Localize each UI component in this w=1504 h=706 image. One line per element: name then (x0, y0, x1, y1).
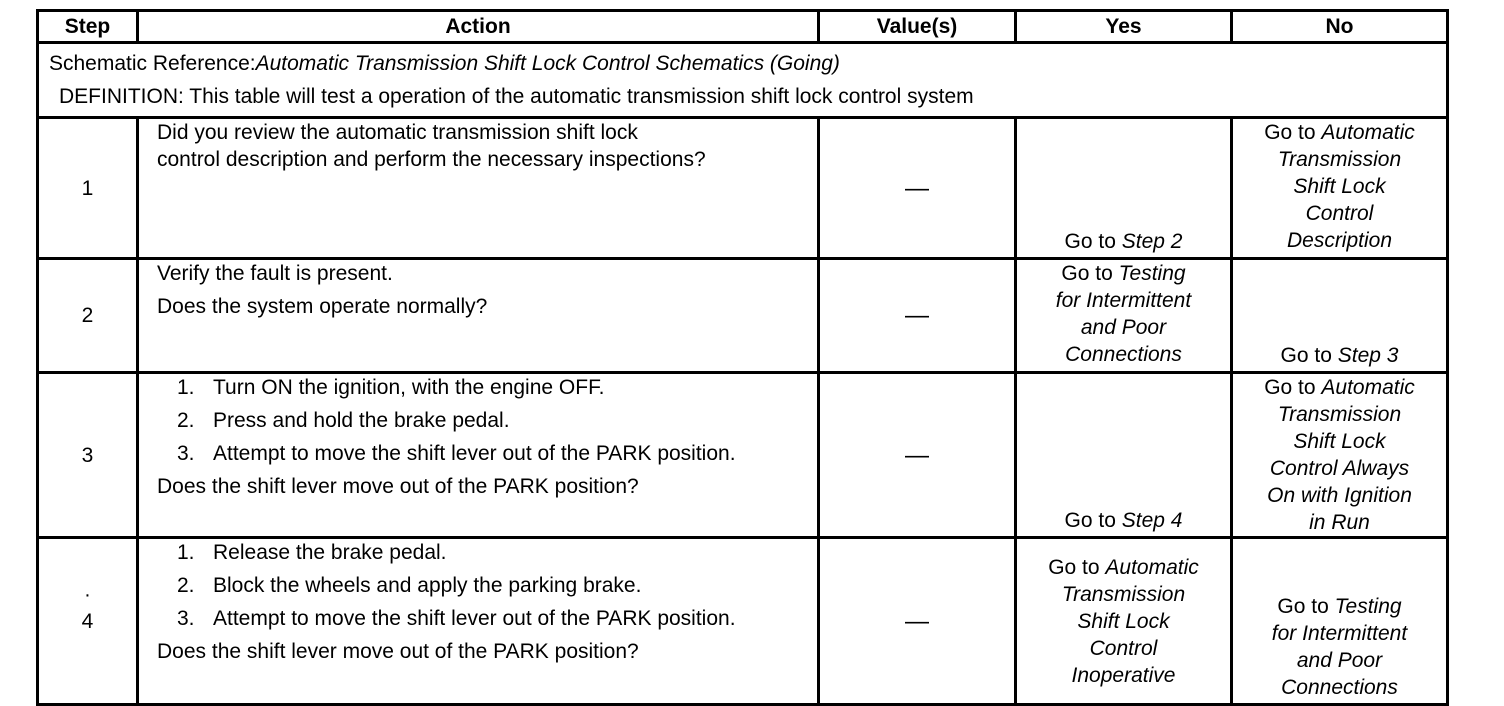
action-cell (138, 373, 819, 538)
no-link[interactable]: Testing (1334, 595, 1402, 618)
no-link[interactable]: Shift Lock (1293, 175, 1386, 198)
list-item-text: Press and hold the brake pedal. (213, 409, 510, 432)
header-action: Action (138, 11, 819, 43)
action-cell (138, 259, 819, 373)
no-prefix: Go to (1264, 121, 1322, 144)
no-link[interactable]: Control (1305, 202, 1374, 225)
list-item-text: Block the wheels and apply the parking brake. (213, 574, 642, 597)
list-item-text: Turn ON the ignition, with the engine OFF. (213, 376, 605, 399)
action-cell (138, 538, 819, 705)
value-cell: — (819, 259, 1016, 373)
yes-link[interactable]: Control (1089, 636, 1158, 660)
list-item: 2. Press and hold the brake pedal. (177, 409, 510, 432)
list-item-text: Release the brake pedal. (213, 541, 447, 564)
header-yes: Yes (1016, 11, 1232, 43)
yes-link[interactable]: for Intermittent (1055, 289, 1192, 312)
schematic-reference-label: Schematic Reference: (49, 52, 256, 75)
no-cell (1232, 118, 1448, 259)
step-list (157, 539, 811, 632)
action-question: Does the system operate normally? (157, 295, 488, 318)
table-row (38, 538, 1448, 705)
yes-prefix: Go to (1061, 262, 1119, 285)
step-list (157, 374, 811, 467)
action-question: Does the shift lever move out of the PARK position? (157, 640, 639, 663)
no-cell (1232, 538, 1448, 705)
header-no: No (1232, 11, 1448, 43)
no-link[interactable]: Transmission (1277, 403, 1402, 426)
header-step: Step (38, 11, 138, 43)
reference-row (38, 43, 1448, 118)
step-number: 2 (38, 259, 138, 373)
yes-link[interactable]: Inoperative (1071, 663, 1176, 687)
yes-link[interactable]: Shift Lock (1077, 609, 1170, 633)
list-item: 3. Attempt to move the shift lever out of the PARK position. (177, 442, 736, 465)
action-text: Verify the fault is present. (157, 262, 393, 285)
yes-link[interactable]: and Poor (1080, 316, 1167, 339)
list-item: 1. Turn ON the ignition, with the engine OFF. (177, 376, 605, 399)
value-cell: — (819, 538, 1016, 705)
no-link[interactable]: Automatic (1321, 376, 1415, 399)
list-item: 1. Release the brake pedal. (177, 541, 447, 564)
no-link[interactable]: Automatic (1321, 121, 1415, 144)
no-link[interactable]: Transmission (1277, 148, 1402, 171)
no-cell (1232, 373, 1448, 538)
action-line: Did you review the automatic transmission shift lock (157, 121, 638, 144)
yes-prefix: Go to (1048, 555, 1106, 579)
yes-cell (1016, 118, 1232, 259)
action-line: control description and perform the necessary inspections? (157, 148, 706, 171)
no-link[interactable]: Description (1286, 229, 1393, 252)
yes-link[interactable]: Automatic (1105, 555, 1199, 579)
table-row (38, 373, 1448, 538)
list-item-text: Attempt to move the shift lever out of the PARK position. (213, 442, 736, 465)
no-prefix: Go to (1277, 595, 1335, 618)
yes-link[interactable]: Testing (1118, 262, 1186, 285)
list-item: 2. Block the wheels and apply the parking brake. (177, 574, 642, 597)
schematic-reference (49, 47, 1436, 80)
value-cell: — (819, 118, 1016, 259)
no-link[interactable]: On with Ignition (1267, 484, 1412, 507)
step-number (38, 538, 138, 705)
table-row (38, 259, 1448, 373)
yes-cell (1016, 538, 1232, 705)
yes-link[interactable]: Step 2 (1121, 230, 1183, 253)
no-link[interactable]: Connections (1281, 676, 1398, 699)
yes-prefix: Go to (1064, 509, 1122, 532)
no-link[interactable]: for Intermittent (1271, 622, 1408, 645)
step-number: 3 (38, 373, 138, 538)
list-item-text: Attempt to move the shift lever out of the PARK position. (213, 607, 736, 630)
no-link[interactable]: in Run (1309, 511, 1370, 534)
no-link[interactable]: Step 3 (1337, 344, 1399, 367)
yes-link[interactable]: Step 4 (1121, 509, 1183, 532)
value-cell: — (819, 373, 1016, 538)
yes-cell (1016, 259, 1232, 373)
no-link[interactable]: Shift Lock (1293, 430, 1386, 453)
step-number: 1 (38, 118, 138, 259)
no-link[interactable]: Control Always (1269, 457, 1410, 480)
definition-text: DEFINITION: This table will test a operation of the automatic transmission shift lock control system (59, 85, 974, 108)
header-row (38, 11, 1448, 43)
reference-cell (38, 43, 1448, 118)
yes-link[interactable]: Connections (1065, 343, 1182, 366)
diagnostic-table (36, 9, 1449, 706)
action-question: Does the shift lever move out of the PARK position? (157, 475, 639, 498)
header-values: Value(s) (819, 11, 1016, 43)
list-item: 3. Attempt to move the shift lever out of the PARK position. (177, 607, 736, 630)
no-link[interactable]: and Poor (1296, 649, 1383, 672)
action-cell (138, 118, 819, 259)
no-prefix: Go to (1280, 344, 1338, 367)
step-number-text: · 4 (82, 610, 94, 633)
no-prefix: Go to (1264, 376, 1322, 399)
yes-prefix: Go to (1064, 230, 1122, 253)
schematic-reference-link[interactable]: Automatic Transmission Shift Lock Control Schematics (Going) (255, 52, 840, 75)
table-row (38, 118, 1448, 259)
no-cell (1232, 259, 1448, 373)
yes-link[interactable]: Transmission (1061, 582, 1186, 606)
yes-cell (1016, 373, 1232, 538)
